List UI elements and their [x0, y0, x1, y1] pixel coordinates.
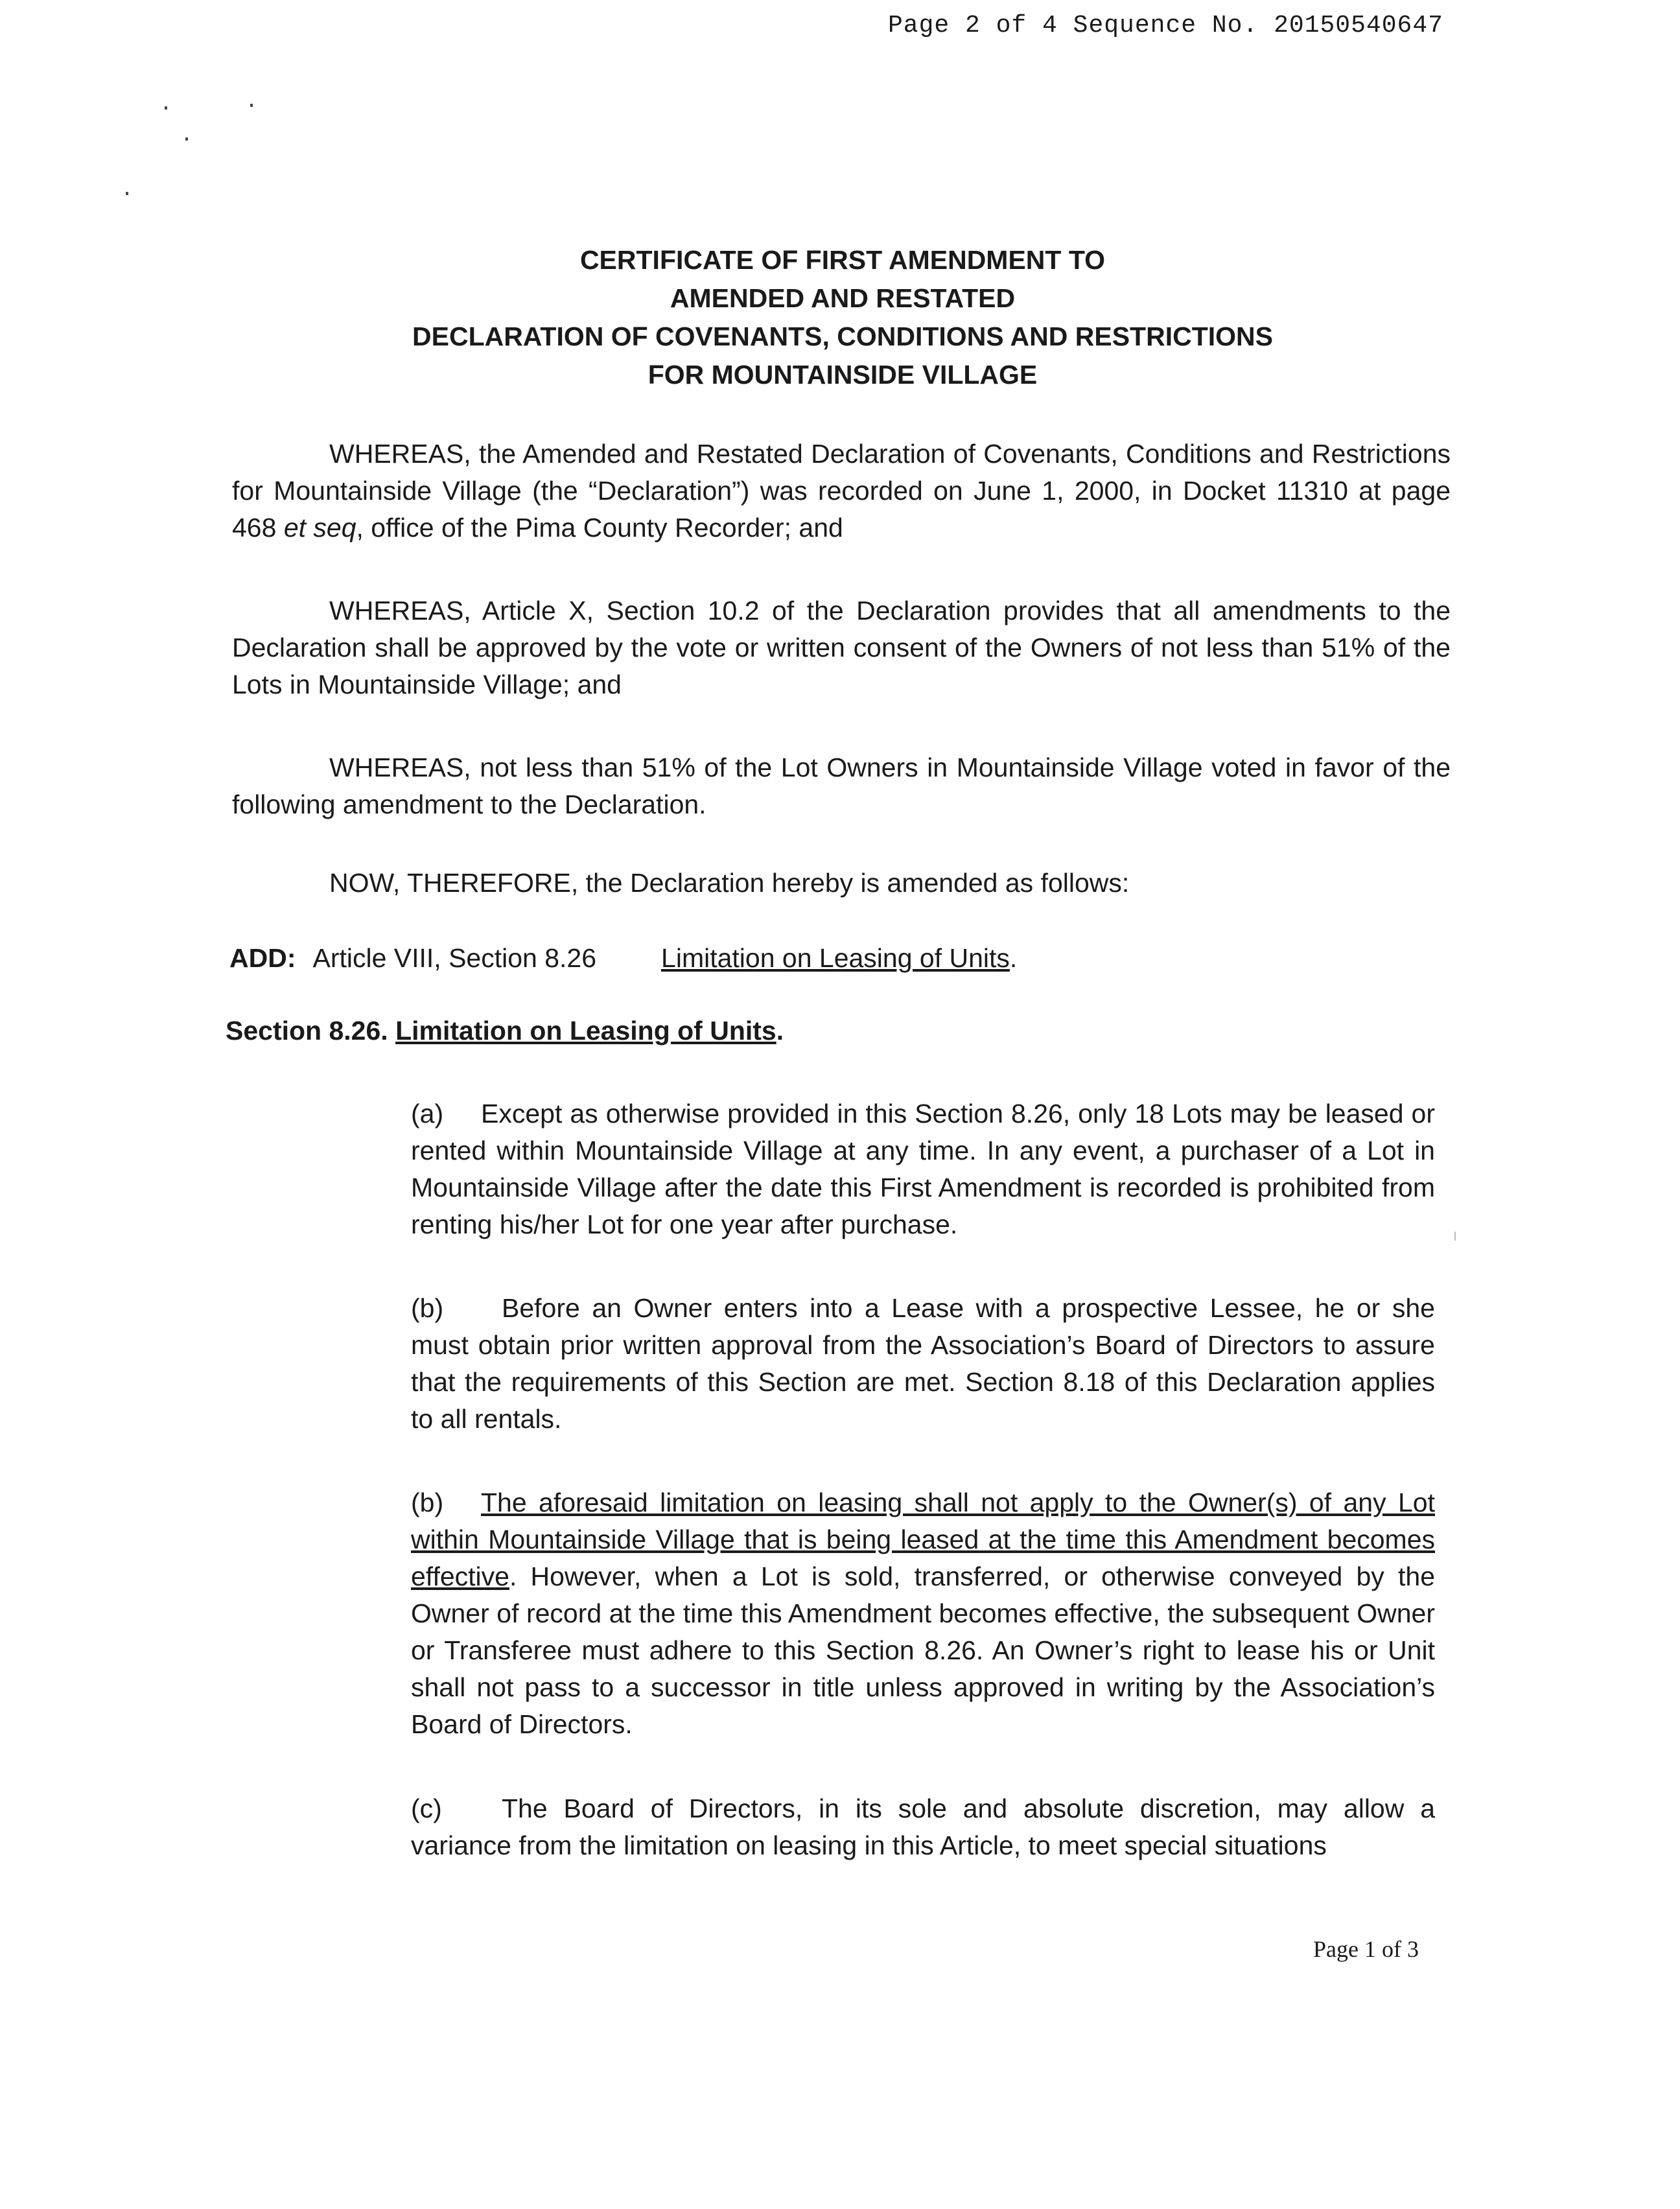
subsection-a-tag: (a) [411, 1099, 444, 1128]
now-therefore-clause: NOW, THEREFORE, the Declaration hereby is amended as follows: [329, 868, 1130, 898]
recital-3: WHEREAS, not less than 51% of the Lot Owners in Mountainside Village voted in favor of the following amendment to the Declaration. [232, 753, 1451, 819]
section-number: Section 8.26. [226, 1016, 388, 1046]
recital-1-italic: et seq [283, 513, 356, 543]
section-heading: Section 8.26. Limitation on Leasing of Units. [226, 1016, 784, 1046]
add-article-reference: Article VIII, Section 8.26 [312, 943, 597, 973]
subsection-a [411, 1095, 1435, 1243]
title-line-2: AMENDED AND RESTATED [670, 283, 1016, 313]
subsection-b-exemption [411, 1484, 1435, 1743]
title-line-1: CERTIFICATE OF FIRST AMENDMENT TO [579, 245, 1106, 275]
section-title: Limitation on Leasing of Units [395, 1016, 776, 1046]
subsection-b2-tag: (b) [411, 1488, 444, 1517]
subsection-c-tag: (c) [411, 1794, 442, 1823]
document-title [259, 241, 1426, 394]
add-line: ADD: Article VIII, Section 8.26 Limitation on Leasing of Units. [229, 943, 1018, 973]
recital-1: WHEREAS, the Amended and Restated Declaration of Covenants, Conditions and Restrictions for Mountainside Village (the “Declaration”) was recorded on June 1, 2000, in Docket 11310 at page 468 et seq, office of the Pima County Recorder; and [232, 439, 1451, 543]
subsection-b2-underlined: The aforesaid limitation on leasing shall not apply to the Owner(s) of any Lot within Mountainside Village that is being leased at the time this Amendment becomes effective [411, 1488, 1435, 1591]
scan-mark [1454, 1232, 1456, 1241]
recital-2: WHEREAS, Article X, Section 10.2 of the Declaration provides that all amendments to the Declaration shall be approved by the vote or written consent of the Owners of not less than 51% of the Lots in Mountainside Village; and [232, 596, 1451, 699]
subsection-c-text: The Board of Directors, in its sole and absolute discretion, may allow a variance from the limitation on leasing in this Article, to meet special situations [411, 1794, 1435, 1860]
page-number-footer: Page 1 of 3 [1313, 1936, 1419, 1962]
subsection-b2-text: . However, when a Lot is sold, transferred, or otherwise conveyed by the Owner of record at the time this Amendment becomes effective, the subsequent Owner or Transferee must adhere to this Section 8.26. An Owner’s right to lease his or Unit shall not pass to a successor in title unless approved in writing by the Association’s Board of Directors. [411, 1561, 1435, 1739]
recording-stamp: Page 2 of 4 Sequence No. 20150540647 [888, 12, 1443, 40]
subsection-a-text: Except as otherwise provided in this Section 8.26, only 18 Lots may be leased or rented within Mountainside Village at any time. In any event, a purchaser of a Lot in Mountainside Village after the date this First Amendment is recorded is prohibited from renting his/her Lot for one year after purchase. [411, 1099, 1435, 1239]
add-label: ADD: [229, 943, 296, 973]
subsection-c [411, 1790, 1435, 1864]
subsection-b-approval [411, 1290, 1435, 1438]
title-line-4: FOR MOUNTAINSIDE VILLAGE [648, 360, 1038, 390]
subsection-b1-tag: (b) [411, 1293, 444, 1323]
title-line-3: DECLARATION OF COVENANTS, CONDITIONS AND RESTRICTIONS [412, 321, 1273, 351]
subsection-b1-text: Before an Owner enters into a Lease with a prospective Lessee, he or she must obtain prior written approval from the Association’s Board of Directors to assure that the requirements of this Section are met. Section 8.18 of this Declaration applies to all rentals. [411, 1293, 1435, 1434]
add-section-title: Limitation on Leasing of Units [661, 943, 1010, 973]
